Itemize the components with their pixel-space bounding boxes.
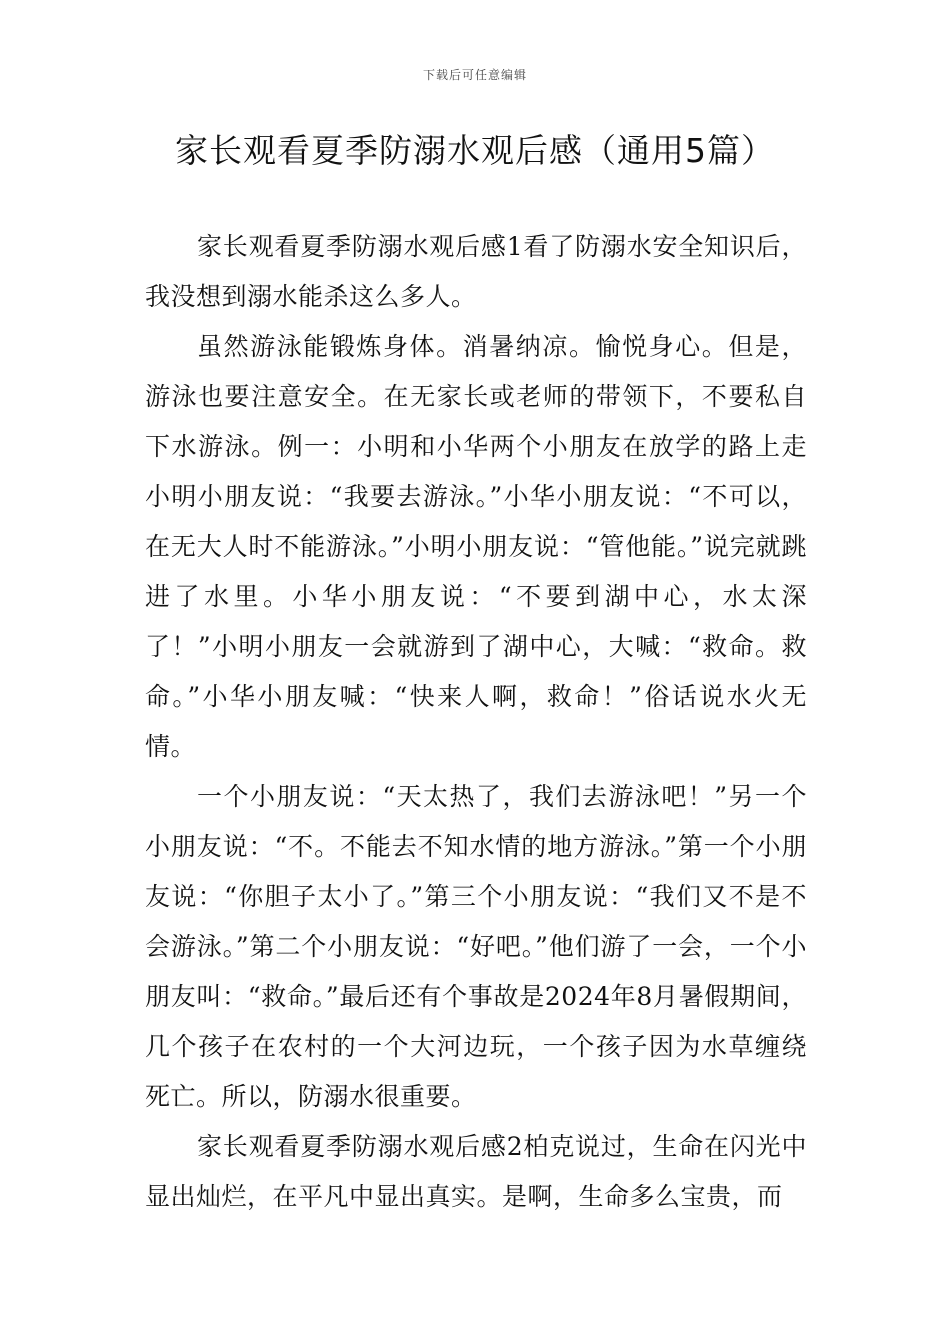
paragraph-4: 家长观看夏季防溺水观后感2柏克说过，生命在闪光中显出灿烂，在平凡中显出真实。是啊，生命多么宝贵，而 <box>145 1132 807 1211</box>
header-note: 下载后可任意编辑 <box>422 68 527 82</box>
paragraph-3: 一个小朋友说：“天太热了，我们去游泳吧！”另一个小朋友说：“不。不能去不知水情的地方游泳。”第一个小朋友说：“你胆子太小了。”第三个小朋友说：“我们又不是不会游泳。”第二个小朋友说：“好吧。”他们游了一会，一个小朋友叫：“救命。”最后还有个事故是2024年8月暑假期间，几个孩子在农村的一个大河边玩，一个孩子因为水草缠绕死亡。所以，防溺水很重要。 <box>145 782 807 1111</box>
paragraph-2: 虽然游泳能锻炼身体。消暑纳凉。愉悦身心。但是，游泳也要注意安全。在无家长或老师的带领下，不要私自下水游泳。例一：小明和小华两个小朋友在放学的路上走小明小朋友说：“我要去游泳。”小华小朋友说：“不可以，在无大人时不能游泳。”小明小朋友说：“管他能。”说完就跳进了水里。小华小朋友说：“不要到湖中心，水太深了！”小明小朋友一会就游到了湖中心，大喊：“救命。救命。”小华小朋友喊：“快来人啊，救命！”俗话说水火无情。 <box>145 332 807 761</box>
document-title: 家长观看夏季防溺水观后感（通用5篇） <box>175 131 775 170</box>
paragraph-1: 家长观看夏季防溺水观后感1看了防溺水安全知识后，我没想到溺水能杀这么多人。 <box>145 232 807 311</box>
document-body <box>145 222 807 1222</box>
